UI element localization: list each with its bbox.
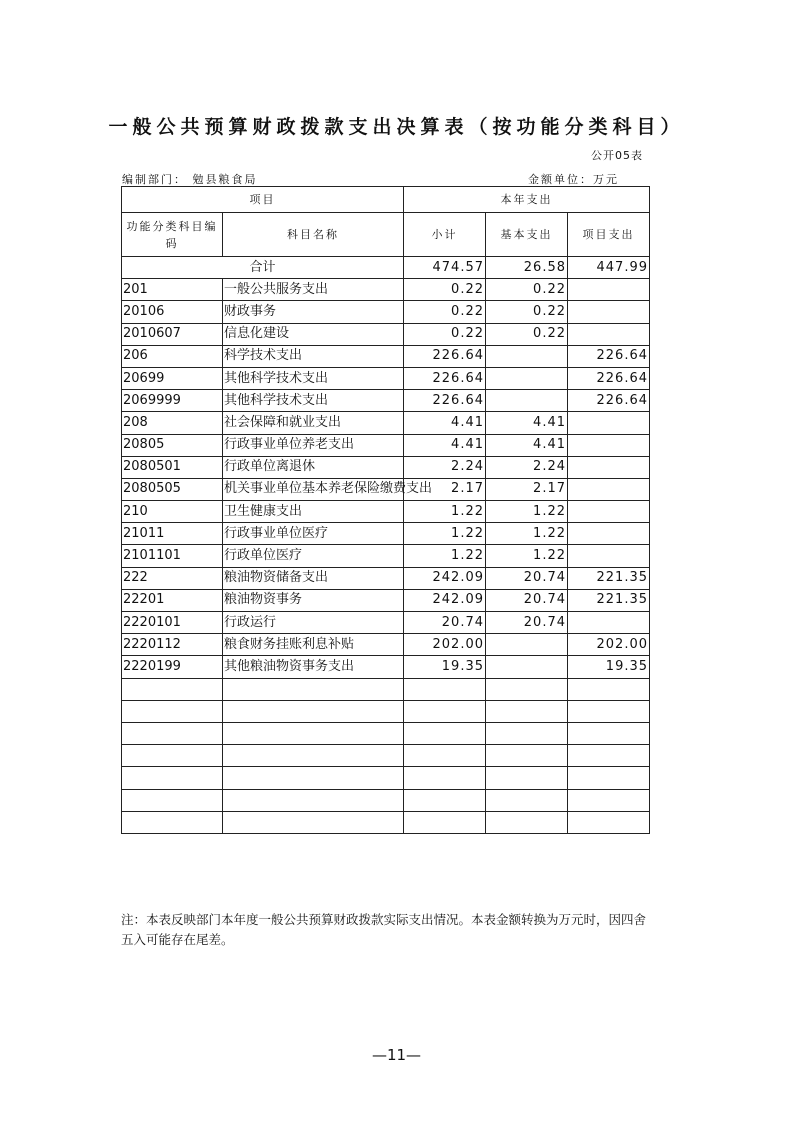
cell-project: 226.64 [568, 390, 650, 412]
table-row [122, 367, 650, 389]
table-row [122, 501, 650, 523]
table-note: 注：本表反映部门本年度一般公共预算财政拨款实际支出情况。本表金额转换为万元时，因四舍五入可能存在尾差。 [121, 912, 647, 947]
empty-cell [122, 767, 223, 789]
empty-cell [223, 722, 404, 744]
cell-name: 行政单位离退休 [223, 456, 404, 478]
table-row [122, 390, 650, 412]
empty-row [122, 700, 650, 722]
table-row [122, 279, 650, 301]
cell-basic: 4.41 [486, 412, 568, 434]
cell-project [568, 545, 650, 567]
cell-code: 2069999 [122, 390, 223, 412]
empty-cell [122, 722, 223, 744]
table-row [122, 545, 650, 567]
empty-cell [568, 722, 650, 744]
cell-basic: 4.41 [486, 434, 568, 456]
cell-name: 科学技术支出 [223, 345, 404, 367]
empty-row [122, 745, 650, 767]
cell-code: 206 [122, 345, 223, 367]
cell-subtotal: 1.22 [404, 545, 486, 567]
table-row [122, 589, 650, 611]
cell-subtotal: 226.64 [404, 367, 486, 389]
empty-cell [486, 722, 568, 744]
amount-unit: 金额单位：万元 [528, 173, 619, 186]
cell-subtotal: 4.41 [404, 412, 486, 434]
table-row [122, 412, 650, 434]
cell-code: 2220101 [122, 612, 223, 634]
cell-subtotal: 226.64 [404, 345, 486, 367]
cell-code: 20106 [122, 301, 223, 323]
cell-name: 一般公共服务支出 [223, 279, 404, 301]
cell-subtotal: 4.41 [404, 434, 486, 456]
cell-project [568, 434, 650, 456]
cell-basic [486, 634, 568, 656]
empty-cell [223, 789, 404, 811]
empty-cell [223, 811, 404, 833]
cell-name: 机关事业单位基本养老保险缴费支出 [223, 478, 404, 500]
cell-name: 其他科学技术支出 [223, 367, 404, 389]
empty-row [122, 678, 650, 700]
cell-code: 2220112 [122, 634, 223, 656]
cell-code: 2220199 [122, 656, 223, 678]
table-row [122, 612, 650, 634]
cell-project [568, 279, 650, 301]
empty-cell [122, 789, 223, 811]
empty-row [122, 811, 650, 833]
form-number: 公开05表 [591, 149, 643, 162]
cell-project [568, 323, 650, 345]
empty-cell [568, 745, 650, 767]
table-row [122, 523, 650, 545]
empty-cell [404, 789, 486, 811]
table-row [122, 301, 650, 323]
table-row [122, 567, 650, 589]
cell-name: 粮油物资储备支出 [223, 567, 404, 589]
table-row [122, 434, 650, 456]
cell-project [568, 478, 650, 500]
cell-name: 其他粮油物资事务支出 [223, 656, 404, 678]
empty-cell [223, 678, 404, 700]
cell-project [568, 301, 650, 323]
empty-row [122, 789, 650, 811]
table-row [122, 656, 650, 678]
empty-cell [122, 678, 223, 700]
cell-subtotal: 2.17 [404, 478, 486, 500]
cell-project: 19.35 [568, 656, 650, 678]
empty-cell [404, 767, 486, 789]
header-row-1 [122, 187, 650, 213]
total-basic: 26.58 [486, 257, 568, 279]
empty-cell [223, 700, 404, 722]
empty-cell [404, 700, 486, 722]
cell-code: 20805 [122, 434, 223, 456]
cell-basic: 1.22 [486, 501, 568, 523]
cell-name: 粮食财务挂账利息补贴 [223, 634, 404, 656]
empty-cell [404, 811, 486, 833]
table-row [122, 345, 650, 367]
cell-name: 行政事业单位养老支出 [223, 434, 404, 456]
cell-subtotal: 202.00 [404, 634, 486, 656]
total-label: 合计 [122, 257, 404, 279]
header-subtotal: 小计 [404, 213, 486, 257]
empty-cell [404, 722, 486, 744]
cell-subtotal: 0.22 [404, 301, 486, 323]
cell-subtotal: 226.64 [404, 390, 486, 412]
cell-basic: 2.24 [486, 456, 568, 478]
cell-name: 社会保障和就业支出 [223, 412, 404, 434]
cell-name: 行政单位医疗 [223, 545, 404, 567]
cell-code: 2080501 [122, 456, 223, 478]
header-name: 科目名称 [223, 213, 404, 257]
cell-code: 20699 [122, 367, 223, 389]
cell-code: 222 [122, 567, 223, 589]
cell-subtotal: 19.35 [404, 656, 486, 678]
cell-basic: 0.22 [486, 279, 568, 301]
cell-basic: 20.74 [486, 612, 568, 634]
cell-basic: 1.22 [486, 523, 568, 545]
cell-project [568, 501, 650, 523]
empty-cell [486, 767, 568, 789]
page-number: —11— [371, 1046, 422, 1064]
cell-basic [486, 390, 568, 412]
cell-basic [486, 345, 568, 367]
empty-cell [404, 745, 486, 767]
cell-code: 201 [122, 279, 223, 301]
cell-basic: 20.74 [486, 589, 568, 611]
empty-cell [486, 811, 568, 833]
empty-cell [122, 700, 223, 722]
cell-project: 221.35 [568, 589, 650, 611]
cell-code: 208 [122, 412, 223, 434]
cell-project: 226.64 [568, 345, 650, 367]
empty-cell [223, 745, 404, 767]
cell-subtotal: 1.22 [404, 501, 486, 523]
empty-cell [122, 811, 223, 833]
header-item: 项目 [122, 187, 404, 213]
total-row [122, 257, 650, 279]
cell-code: 2080505 [122, 478, 223, 500]
cell-basic: 20.74 [486, 567, 568, 589]
cell-subtotal: 2.24 [404, 456, 486, 478]
empty-cell [486, 678, 568, 700]
cell-subtotal: 242.09 [404, 567, 486, 589]
cell-basic [486, 656, 568, 678]
cell-project [568, 456, 650, 478]
cell-project: 226.64 [568, 367, 650, 389]
header-code: 功能分类科目编码 [122, 213, 223, 257]
header-project: 项目支出 [568, 213, 650, 257]
empty-cell [223, 767, 404, 789]
cell-subtotal: 242.09 [404, 589, 486, 611]
header-row-2 [122, 213, 650, 257]
cell-name: 行政运行 [223, 612, 404, 634]
empty-row [122, 767, 650, 789]
empty-cell [486, 700, 568, 722]
empty-row [122, 722, 650, 744]
empty-cell [568, 678, 650, 700]
cell-project [568, 412, 650, 434]
empty-cell [486, 745, 568, 767]
cell-project: 221.35 [568, 567, 650, 589]
cell-basic: 0.22 [486, 301, 568, 323]
cell-code: 22201 [122, 589, 223, 611]
header-basic: 基本支出 [486, 213, 568, 257]
cell-subtotal: 0.22 [404, 323, 486, 345]
page-title: 一般公共预算财政拨款支出决算表（按功能分类科目） [108, 116, 685, 138]
cell-code: 2101101 [122, 545, 223, 567]
cell-basic: 1.22 [486, 545, 568, 567]
empty-cell [122, 745, 223, 767]
cell-name: 财政事务 [223, 301, 404, 323]
cell-name: 信息化建设 [223, 323, 404, 345]
cell-code: 21011 [122, 523, 223, 545]
cell-project: 202.00 [568, 634, 650, 656]
table-row [122, 323, 650, 345]
cell-name: 行政事业单位医疗 [223, 523, 404, 545]
cell-code: 2010607 [122, 323, 223, 345]
cell-project [568, 612, 650, 634]
cell-name: 其他科学技术支出 [223, 390, 404, 412]
expenditure-table [121, 186, 650, 834]
empty-cell [404, 678, 486, 700]
table-row [122, 634, 650, 656]
cell-subtotal: 1.22 [404, 523, 486, 545]
cell-basic: 0.22 [486, 323, 568, 345]
empty-cell [568, 700, 650, 722]
empty-cell [486, 789, 568, 811]
table-row [122, 456, 650, 478]
empty-cell [568, 811, 650, 833]
cell-basic: 2.17 [486, 478, 568, 500]
total-subtotal: 474.57 [404, 257, 486, 279]
compiling-department: 编制部门： 勉县粮食局 [122, 173, 258, 186]
cell-basic [486, 367, 568, 389]
empty-cell [568, 767, 650, 789]
cell-project [568, 523, 650, 545]
cell-subtotal: 20.74 [404, 612, 486, 634]
empty-cell [568, 789, 650, 811]
header-current-year: 本年支出 [404, 187, 650, 213]
cell-name: 粮油物资事务 [223, 589, 404, 611]
total-project: 447.99 [568, 257, 650, 279]
cell-name: 卫生健康支出 [223, 501, 404, 523]
cell-code: 210 [122, 501, 223, 523]
cell-subtotal: 0.22 [404, 279, 486, 301]
table-row [122, 478, 650, 500]
